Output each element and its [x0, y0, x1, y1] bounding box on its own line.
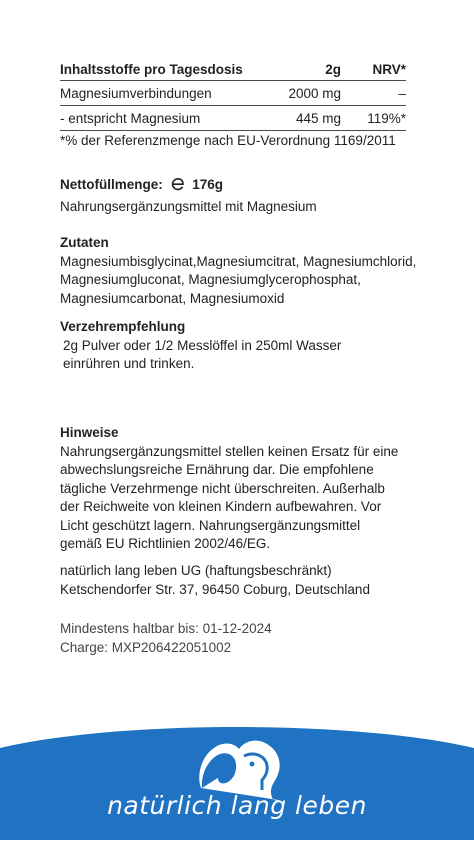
- ingredients-section: [60, 234, 416, 308]
- dosage-line: einrühren und trinken.: [63, 356, 195, 371]
- nutrition-table: [60, 58, 406, 131]
- cell-ingredient: - entspricht Magnesium: [60, 110, 201, 126]
- product-description: Nahrungsergänzungsmittel mit Magnesium: [60, 198, 317, 214]
- notes-line: Nahrungsergänzungsmittel stellen keinen Ersatz für eine: [60, 443, 399, 459]
- ingredients-line: Magnesiumbisglycinat,Magnesiumcitrat, Magnesiumchlorid,: [60, 253, 417, 269]
- dosage-section: [60, 318, 341, 374]
- table-row: [60, 81, 406, 106]
- header-dose: 2g: [325, 61, 341, 77]
- cell-nrv: –: [398, 85, 406, 101]
- nrv-footnote: *% der Referenzmenge nach EU-Verordnung 1169/2011: [60, 133, 396, 148]
- dosage-title: Verzehrempfehlung: [60, 319, 186, 334]
- net-content-section: [60, 176, 317, 216]
- brand-slogan: natürlich lang leben: [107, 791, 367, 820]
- header-nrv: NRV*: [372, 61, 406, 77]
- nutrition-table-header: [60, 58, 406, 81]
- notes-line: Licht geschützt lagern. Nahrungsergänzungsmittel: [60, 517, 361, 533]
- ingredients-line: Magnesiumgluconat, Magnesiumglycerophosphat,: [60, 272, 361, 287]
- notes-line: gemäß EU Richtlinien 2002/46/EG.: [60, 536, 271, 551]
- table-row: [60, 106, 406, 131]
- notes-title: Hinweise: [60, 425, 119, 440]
- cell-amount: 445 mg: [295, 110, 341, 126]
- manufacturer-address: Ketschendorfer Str. 37, 96450 Coburg, Deutschland: [60, 581, 370, 597]
- manufacturer-name: natürlich lang leben UG (haftungsbeschränkt): [60, 563, 332, 578]
- manufacturer-section: [60, 562, 370, 599]
- ingredients-title: Zutaten: [60, 235, 109, 250]
- estimated-sign-icon: [170, 176, 186, 198]
- brand-wave-background: [0, 718, 474, 840]
- header-ingredient: Inhaltsstoffe pro Tagesdosis: [60, 61, 243, 77]
- cell-nrv: 119%*: [367, 110, 406, 126]
- charge-number: Charge: MXP206422051002: [60, 639, 232, 655]
- notes-line: abwechslungsreiche Ernährung dar. Die empfohlene: [60, 462, 374, 477]
- cell-ingredient: Magnesiumverbindungen: [60, 85, 212, 101]
- dosage-line: 2g Pulver oder 1/2 Messlöffel in 250ml Wasser: [63, 337, 342, 353]
- notes-line: tägliche Verzehrmenge nicht überschreiten. Außerhalb: [60, 480, 385, 496]
- cell-amount: 2000 mg: [288, 85, 341, 101]
- batch-section: [60, 620, 272, 657]
- net-content-label: Nettofüllmenge:: [60, 177, 163, 192]
- best-before-date: Mindestens haltbar bis: 01-12-2024: [60, 621, 272, 636]
- net-content-value: 176g: [192, 177, 224, 192]
- brand-footer: [0, 718, 474, 840]
- ingredients-line: Magnesiumcarbonat, Magnesiumoxid: [60, 290, 285, 306]
- notes-section: [60, 424, 398, 554]
- notes-line: der Reichweite von kleinen Kindern aufbewahren. Vor: [60, 499, 382, 514]
